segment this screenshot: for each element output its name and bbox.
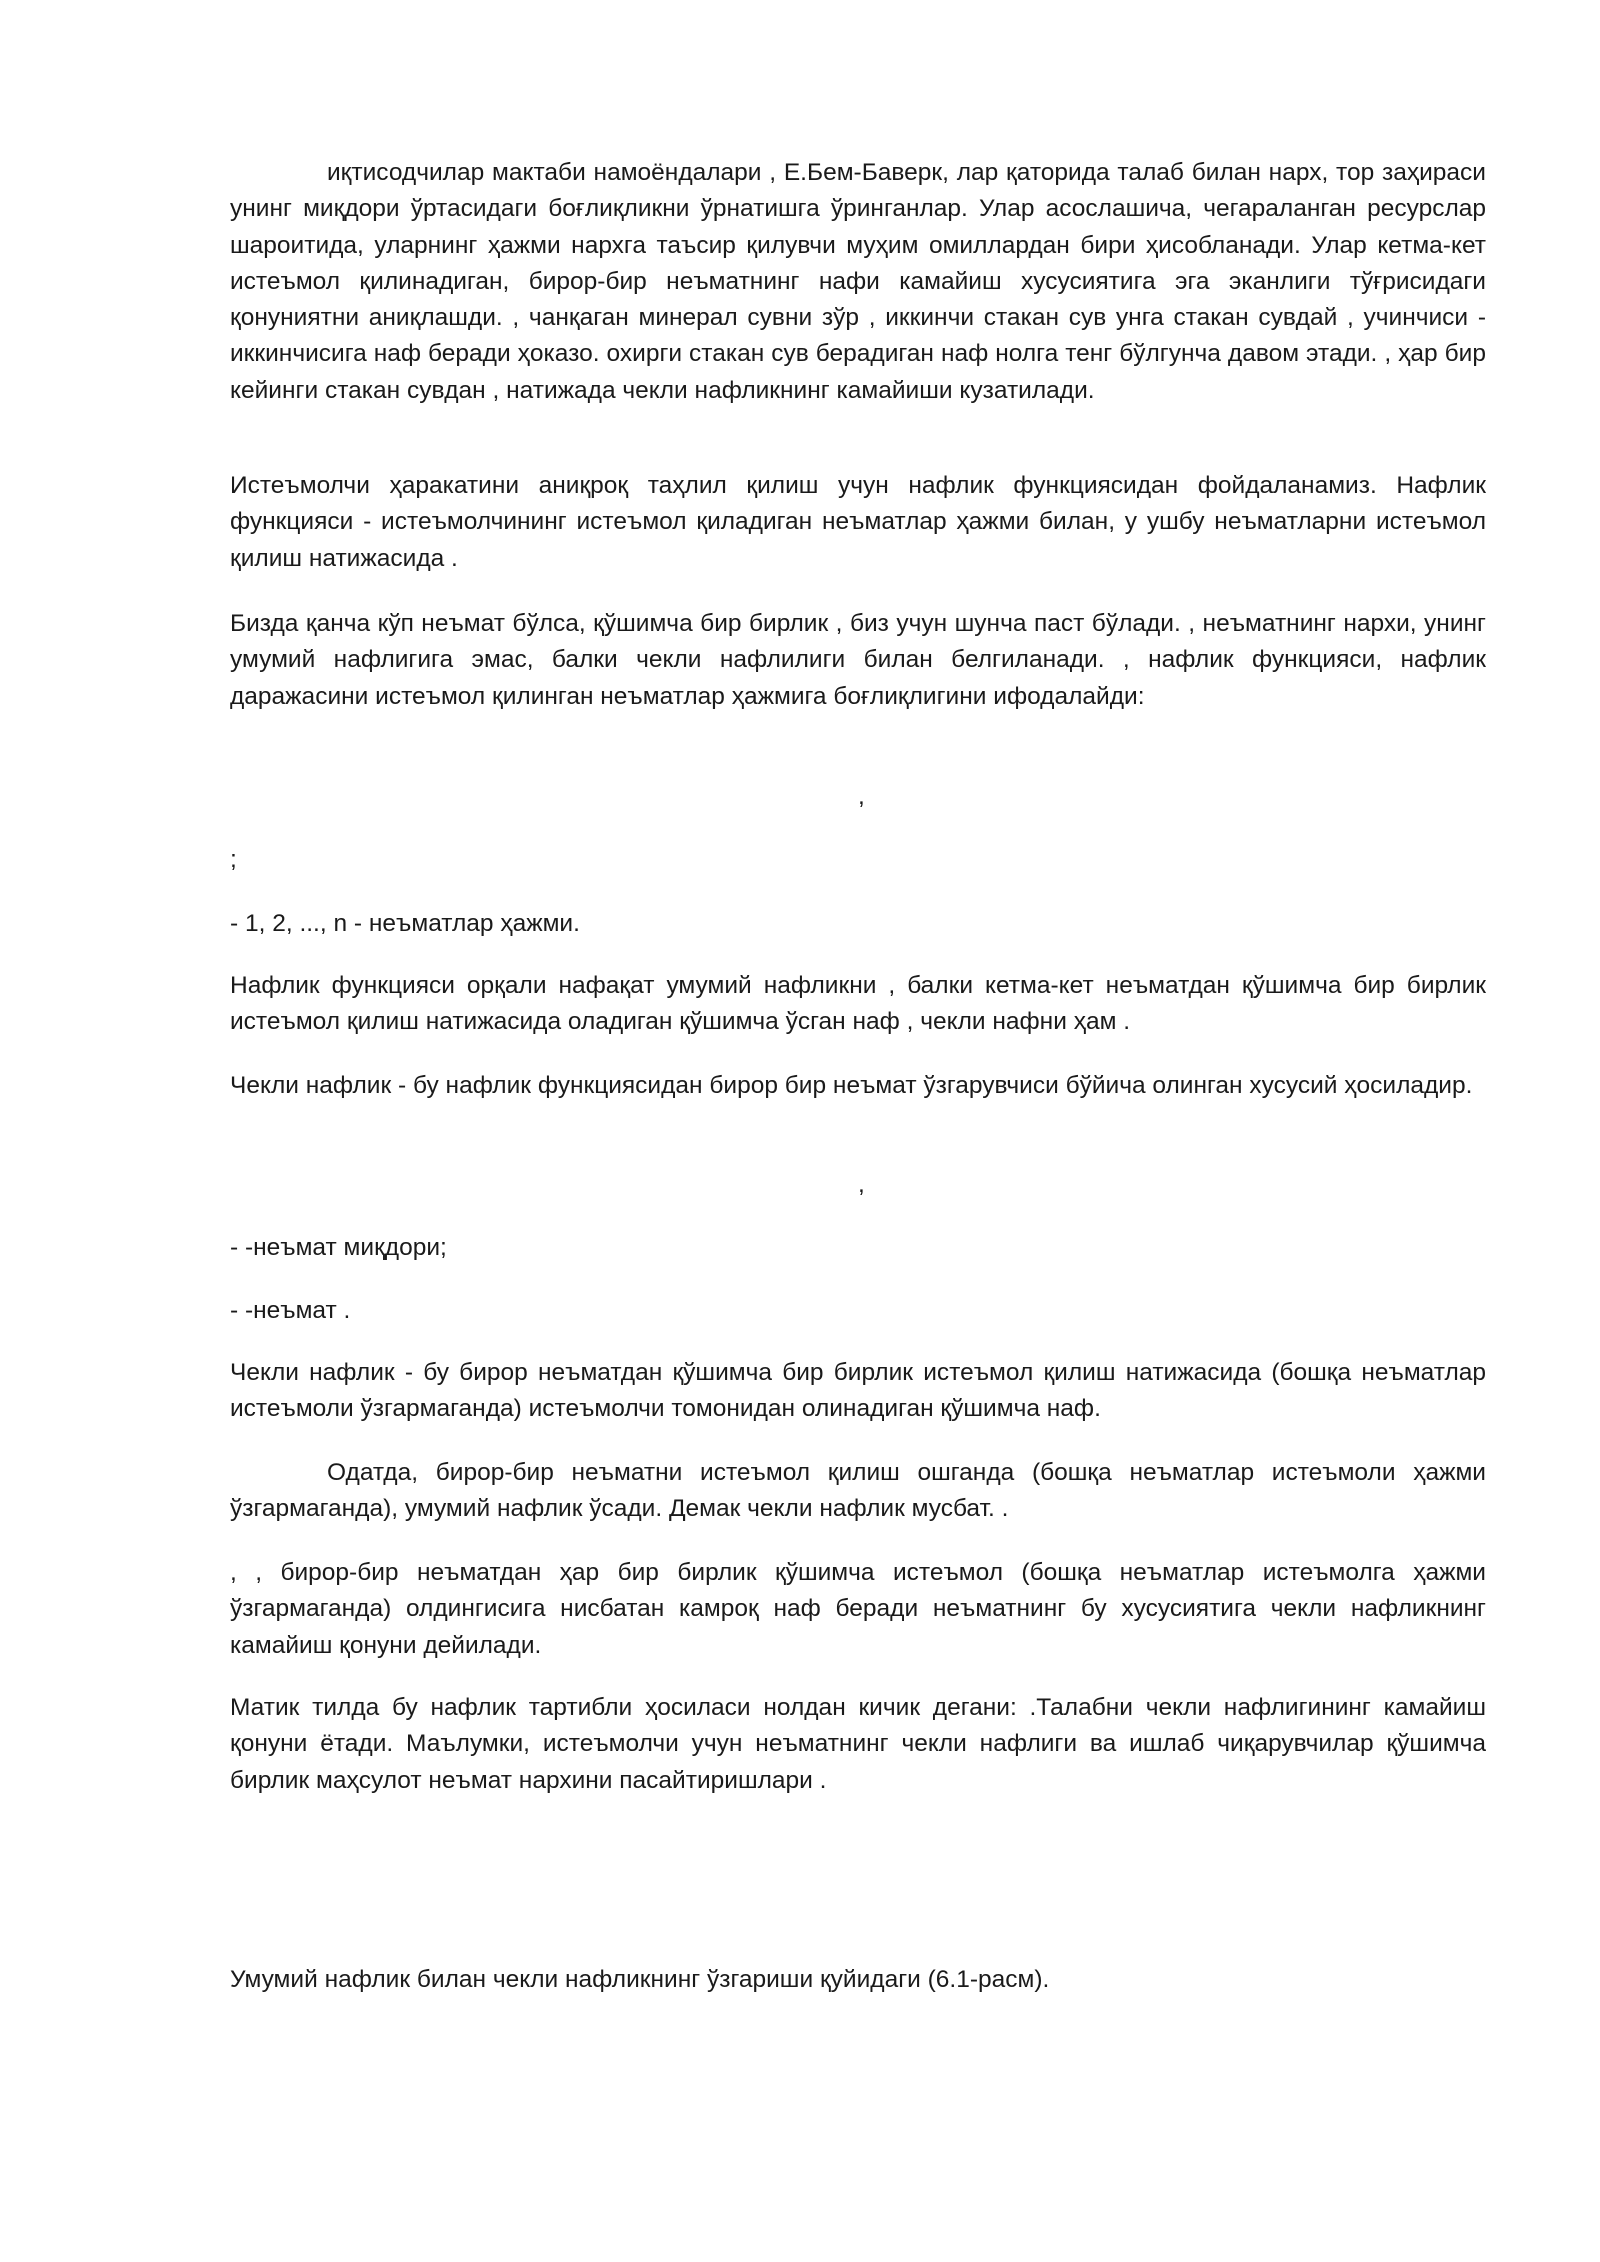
paragraph-8: - -неъмат .	[230, 1297, 351, 1324]
paragraph-2: Истеъмолчи ҳаракатини аниқроқ таҳлил қилиш учун нафлик функциясидан фойдаланамиз. Нафлик функцияси - истеъмолчининг истеъмол қиладиган неъматлар ҳажми билан, у ушбу неъматларни истеъмол қилиш натижасида .	[230, 472, 1486, 572]
formula-semicolon: ;	[230, 846, 237, 873]
paragraph-6: Чекли нафлик - бу нафлик функциясидан бирор бир неъмат ўзгарувчиси бўйича олинган хусусий ҳосиладир.	[230, 1072, 1473, 1099]
paragraph-7: - -неъмат миқдори;	[230, 1234, 447, 1261]
paragraph-1: иқтисодчилар мактаби намоёндалари , Е.Бем-Баверк, лар қаторида талаб билан нарх, тор заҳираси унинг миқдори ўртасидаги боғлиқликни ўрнатишга ўринганлар. Улар асослашича, чегараланган ресурслар шароитида, уларнинг ҳажми нархга таъсир қилувчи муҳим омиллардан бири ҳисобланади. Улар кетма-кет истеъмол қилинадиган, бирор-бир неъматнинг нафи камайиш хусусиятига эга эканлиги тўғрисидаги қонуниятни аниқлашди. , чанқаган минерал сувни зўр , иккинчи стакан сув унга стакан сувдай , учинчиси - иккинчисига наф беради ҳоказо. охирги стакан сув берадиган наф нолга тенг бўлгунча давом этади. , ҳар бир кейинги стакан сувдан , натижада чекли нафликнинг камайиши кузатилади.	[230, 159, 1486, 404]
formula-comma-2: ,	[858, 1171, 865, 1198]
paragraph-5: Нафлик функцияси орқали нафақат умумий нафликни , балки кетма-кет неъматдан қўшимча бир бирлик истеъмол қилиш натижасида оладиган қўшимча ўсган наф , чекли нафни ҳам .	[230, 972, 1486, 1036]
paragraph-13: Умумий нафлик билан чекли нафликнинг ўзгариши қуйидаги (6.1-расм).	[230, 1966, 1050, 1993]
paragraph-12: Матик тилда бу нафлик тартибли ҳосиласи нолдан кичик дегани: .Талабни чекли нафлигининг камайиш қонуни ётади. Маълумки, истеъмолчи учун неъматнинг чекли нафлиги ва ишлаб чиқарувчилар қўшимча бирлик маҳсулот неъмат нархини пасайтиришлари .	[230, 1694, 1486, 1794]
paragraph-10: Одатда, бирор-бир неъматни истеъмол қилиш ошганда (бошқа неъматлар истеъмоли ҳажми ўзгармаганда), умумий нафлик ўсади. Демак чекли нафлик мусбат. .	[230, 1459, 1486, 1523]
paragraph-4: - 1, 2, ..., n - неъматлар ҳажми.	[230, 910, 580, 937]
paragraph-9: Чекли нафлик - бу бирор неъматдан қўшимча бир бирлик истеъмол қилиш натижасида (бошқа неъматлар истеъмоли ўзгармаганда) истеъмолчи томонидан олинадиган қўшимча наф.	[230, 1359, 1486, 1423]
paragraph-11: , , бирор-бир неъматдан ҳар бир бирлик қўшимча истеъмол (бошқа неъматлар истеъмолга ҳажми ўзгармаганда) олдингисига нисбатан камроқ наф беради неъматнинг бу хусусиятига чекли нафликнинг камайиш қонуни дейилади.	[230, 1559, 1486, 1659]
paragraph-3: Бизда қанча кўп неъмат бўлса, қўшимча бир бирлик , биз учун шунча паст бўлади. , неъматнинг нархи, унинг умумий нафлигига эмас, балки чекли нафлилиги билан белгиланади. , нафлик функцияси, нафлик даражасини истеъмол қилинган неъматлар ҳажмига боғлиқлигини ифодалайди:	[230, 610, 1486, 710]
formula-comma-1: ,	[858, 783, 865, 810]
